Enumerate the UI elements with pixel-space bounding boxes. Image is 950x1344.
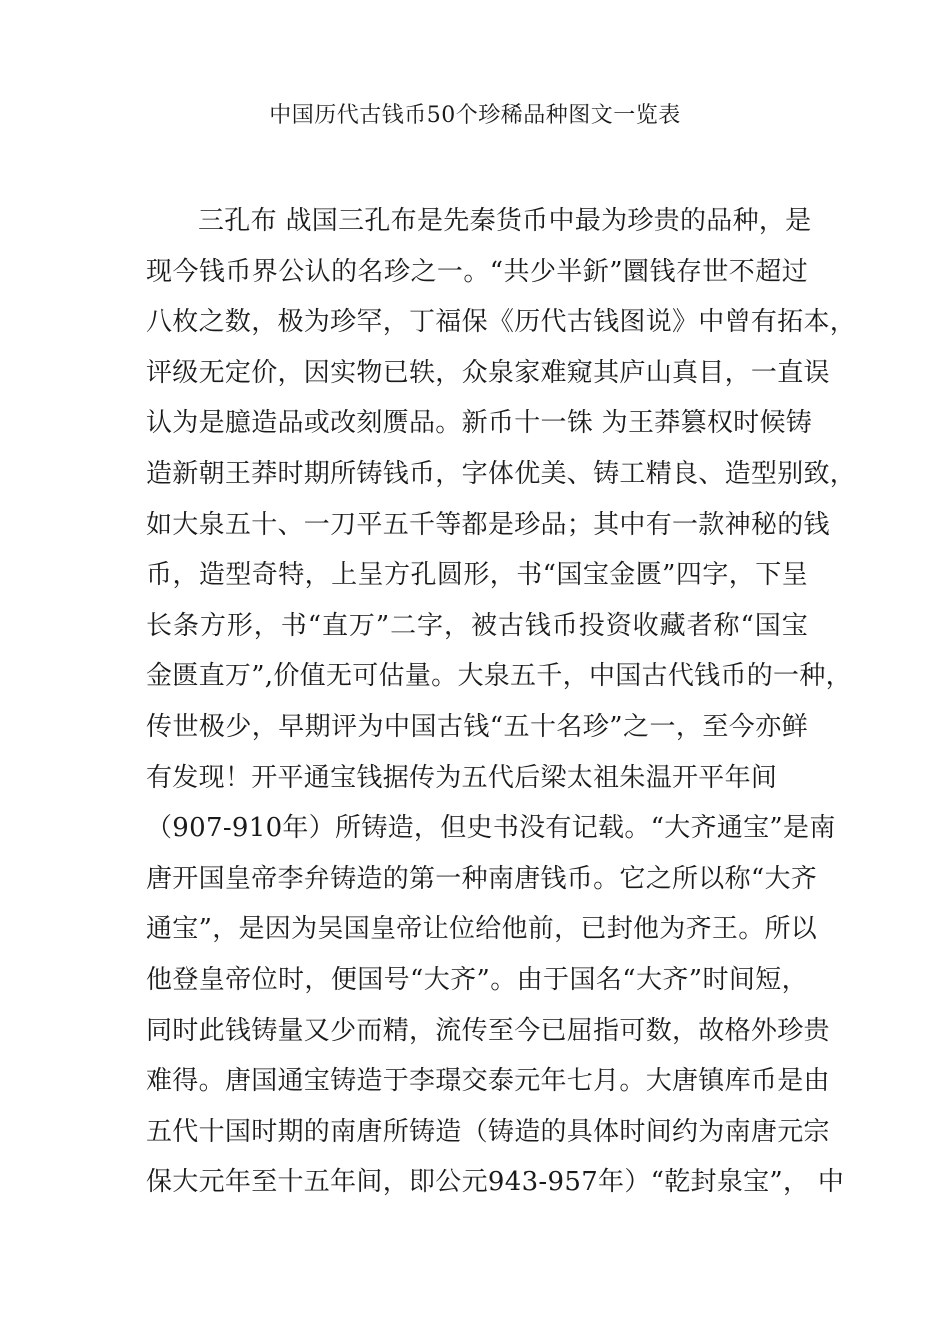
body-line: 三孔布 战国三孔布是先秦货币中最为珍贵的品种，是 (198, 206, 812, 236)
body-line: （907-910年）所铸造，但史书没有记载。“大齐通宝”是南 (146, 813, 836, 844)
body-line: 有发现！开平通宝钱据传为五代后梁太祖朱温开平年间 (146, 762, 778, 793)
body-line: 他登皇帝位时，便国号“大齐”。由于国名“大齐”时间短， (146, 964, 808, 995)
body-line: 认为是臆造品或改刻赝品。新币十一铢 为王莽篡权时候铸 (146, 408, 813, 439)
body-line: 传世极少，早期评为中国古钱“五十名珍”之一，至今亦鲜 (146, 711, 808, 742)
body-line: 通宝”，是因为吴国皇帝让位给他前，已封他为齐王。所以 (146, 914, 818, 945)
body-line: 保大元年至十五年间，即公元943-957年）“乾封泉宝”， 中 (146, 1167, 845, 1198)
body-line: 唐开国皇帝李弁铸造的第一种南唐钱币。它之所以称“大齐 (146, 863, 818, 894)
body-line: 币，造型奇特，上呈方孔圆形，书“国宝金匮”四字，下呈 (146, 560, 808, 591)
body-line: 如大泉五十、一刀平五千等都是珍品；其中有一款神秘的钱 (146, 509, 830, 540)
body-line: 金匮直万”,价值无可估量。大泉五千，中国古代钱币的一种， (146, 661, 852, 692)
document-title: 中国历代古钱币50个珍稀品种图文一览表 (269, 103, 681, 128)
body-line: 评级无定价，因实物已轶，众泉家难窥其庐山真目，一直误 (146, 357, 830, 388)
document-body (146, 196, 857, 1208)
body-line: 造新朝王莽时期所铸钱币，字体优美、铸工精良、造型别致， (146, 458, 857, 489)
body-line: 五代十国时期的南唐所铸造（铸造的具体时间约为南唐元宗 (146, 1116, 830, 1147)
body-line: 难得。唐国通宝铸造于李璟交泰元年七月。大唐镇库币是由 (146, 1066, 830, 1097)
body-line: 现今钱币界公认的名珍之一。“共少半釿”圜钱存世不超过 (146, 256, 808, 287)
body-line: 八枚之数，极为珍罕，丁福保《历代古钱图说》中曾有拓本， (146, 307, 857, 338)
body-line: 同时此钱铸量又少而精，流传至今已屈指可数，故格外珍贵 (146, 1015, 830, 1046)
body-line: 长条方形，书“直万”二字，被古钱币投资收藏者称“国宝 (146, 610, 808, 641)
